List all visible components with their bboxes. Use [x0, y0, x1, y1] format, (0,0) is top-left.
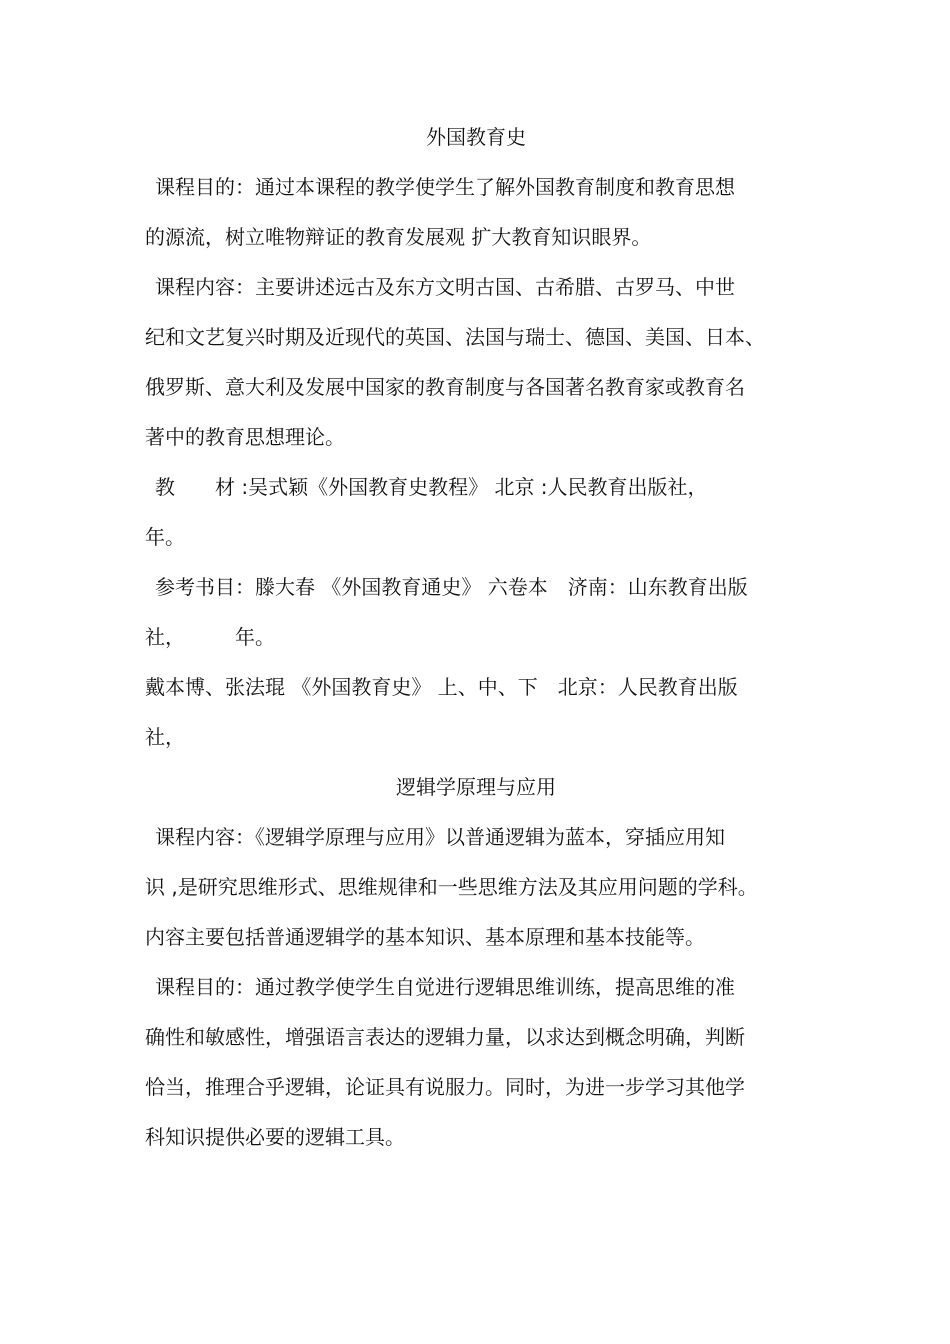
paragraph-line: 课程内容：主要讲述远古及东方文明古国、古希腊、古罗马、中世 — [155, 275, 735, 299]
paragraph-line: 确性和敏感性，增强语言表达的逻辑力量，以求达到概念明确，判断 — [145, 1025, 745, 1049]
paragraph-line: 恰当，推理合乎逻辑，论证具有说服力。同时，为进一步学习其他学 — [145, 1075, 745, 1099]
reference-line: 参考书目：滕大春 《外国教育通史》 六卷本 济南：山东教育出版 — [155, 575, 748, 599]
paragraph-line: 纪和文艺复兴时期及近现代的英国、法国与瑞士、德国、美国、日本、 — [145, 325, 765, 349]
paragraph-line: 课程目的：通过教学使学生自觉进行逻辑思维训练，提高思维的准 — [155, 975, 735, 999]
section-title-logic: 逻辑学原理与应用 — [396, 775, 556, 799]
paragraph-line: 课程内容：《逻辑学原理与应用》以普通逻辑为蓝本，穿插应用知 — [155, 825, 725, 849]
paragraph-line: 科知识提供必要的逻辑工具。 — [145, 1125, 405, 1149]
paragraph-line: 课程目的：通过本课程的教学使学生了解外国教育制度和教育思想 — [155, 175, 735, 199]
paragraph-line: 的源流，树立唯物辩证的教育发展观 扩大教育知识眼界。 — [145, 225, 652, 249]
reference-line: 戴本博、张法琨 《外国教育史》 上、中、下 北京：人民教育出版 — [145, 675, 738, 699]
document-body — [145, 112, 807, 1162]
reference-line: 社， — [145, 725, 185, 749]
paragraph-line: 著中的教育思想理论。 — [145, 425, 345, 449]
textbook-line: 年。 — [145, 525, 185, 549]
paragraph-line: 内容主要包括普通逻辑学的基本知识、基本原理和基本技能等。 — [145, 925, 705, 949]
textbook-line: 教 材 :吴式颖《外国教育史教程》 北京 :人民教育出版社， — [155, 475, 708, 499]
paragraph-line: 识 ,是研究思维形式、思维规律和一些思维方法及其应用问题的学科。 — [145, 875, 758, 899]
paragraph-line: 俄罗斯、意大利及发展中国家的教育制度与各国著名教育家或教育名 — [145, 375, 745, 399]
section-title-foreign-education-history: 外国教育史 — [426, 125, 526, 149]
reference-line: 社， 年。 — [145, 625, 275, 649]
